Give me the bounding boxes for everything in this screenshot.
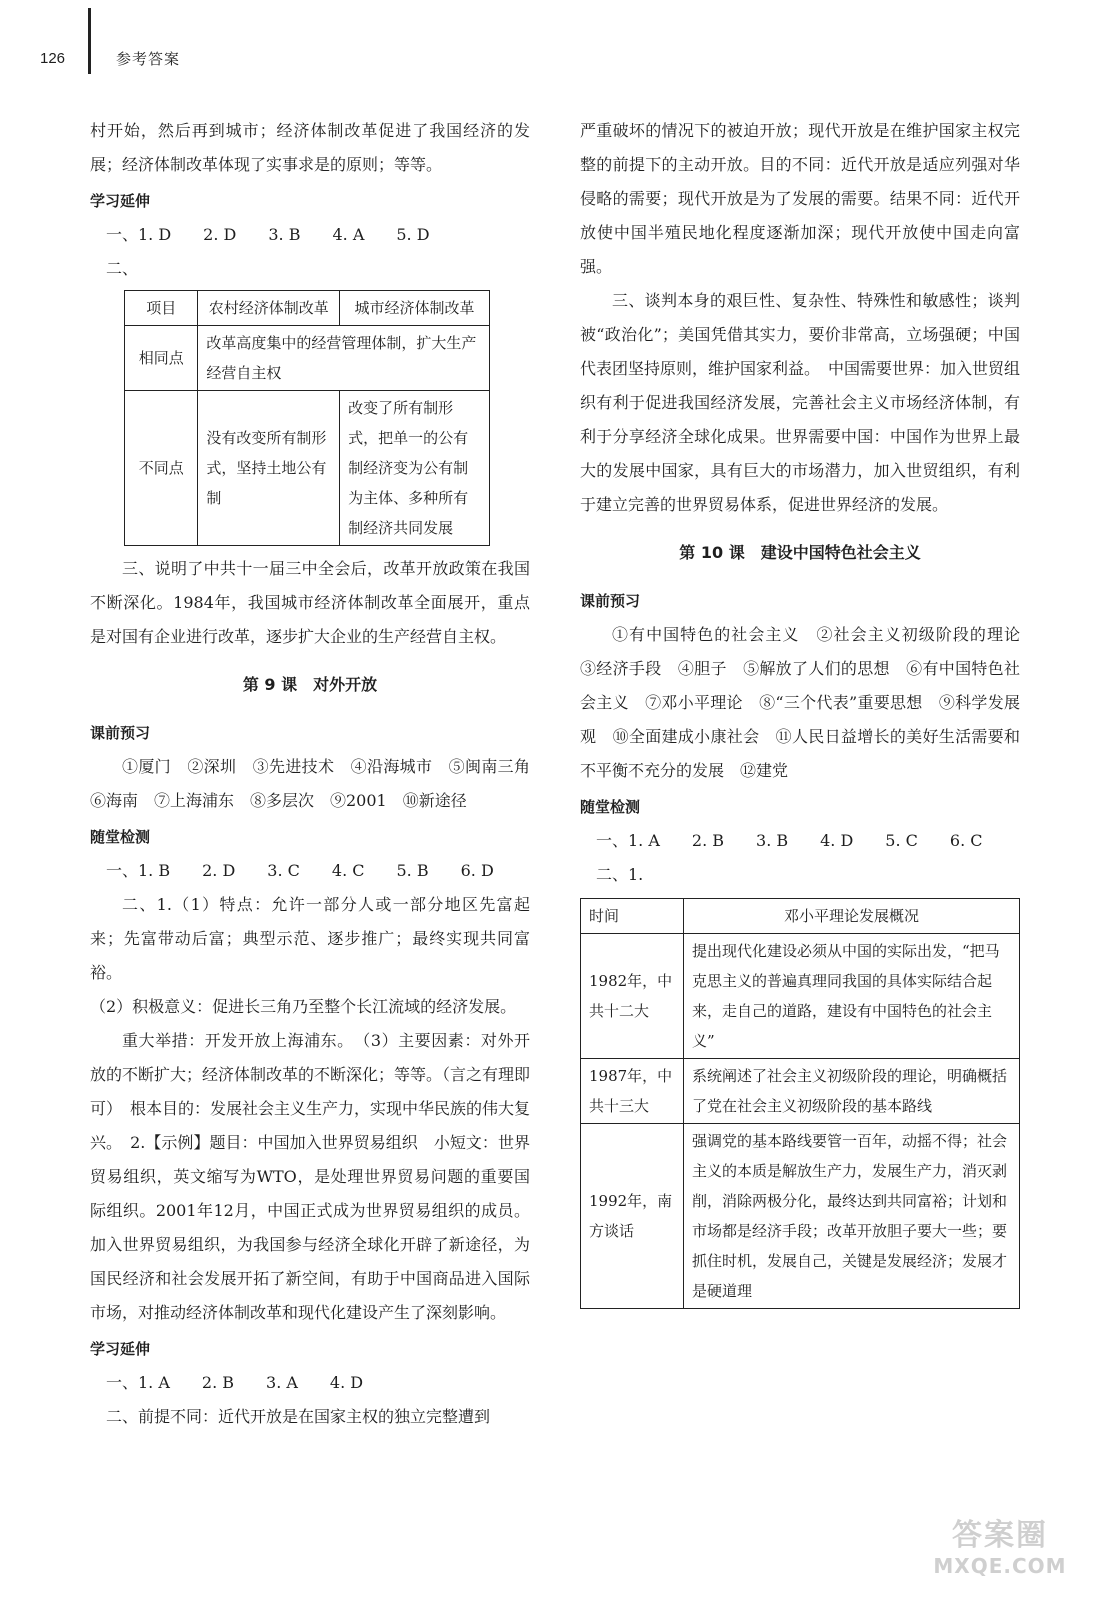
reform-comparison-table [124, 290, 490, 546]
table-cell: 不同点 [125, 391, 198, 546]
section-heading: 学习延伸 [90, 192, 151, 210]
paragraph: 村开始，然后再到城市；经济体制改革促进了我国经济的发展；经济体制改革体现了实事求是的原则；等等。 [90, 121, 530, 174]
answer-label: 二、1. [596, 865, 644, 884]
page-number: 126 [40, 50, 66, 67]
table-header-cell: 时间 [581, 899, 684, 934]
answer-label: 二、 [106, 259, 139, 278]
paragraph: ①有中国特色的社会主义 ②社会主义初级阶段的理论 ③经济手段 ④胆子 ⑤解放了人们的思想 ⑥有中国特色社会主义 ⑦邓小平理论 ⑧“三个代表”重要思想 ⑨科学发展观 ⑩全面建成小康社会 ⑪人民日益增长的美好生活需要和不平衡不充分的发展 ⑫建党 [580, 625, 1037, 780]
page-header [0, 0, 1101, 80]
table-row [581, 1059, 1020, 1124]
paragraph: 三、谈判本身的艰巨性、复杂性、特殊性和敏感性；谈判被“政治化”；美国凭借其实力，要价非常高，立场强硬；中国代表团坚持原则，维护国家利益。 中国需要世界：加入世贸组织有利于促进我国经济发展，完善社会主义市场经济体制，有利于分享经济全球化成果。世界需要中国：中国作为世界上最大的发展中国家，具有巨大的市场潜力，加入世贸组织，有利于建立完善的世界贸易体系，促进世界经济的发展。 [580, 291, 1021, 514]
table-cell: 相同点 [125, 326, 198, 391]
table-cell: 1987年，中共十三大 [581, 1059, 684, 1124]
answer-line: 一、1. B 2. D 3. C 4. C 5. B 6. D [106, 861, 494, 880]
answer-line: 一、1. A 2. B 3. A 4. D [106, 1373, 364, 1392]
answer-line: 一、1. A 2. B 3. B 4. D 5. C 6. C [596, 831, 983, 850]
table-cell: 1982年，中共十二大 [581, 934, 684, 1059]
paragraph: 重大举措：开发开放上海浦东。 （3）主要因素：对外开放的不断扩大；经济体制改革的不断深化；等等。（言之有理即可） 根本目的：发展社会主义生产力，实现中华民族的伟大复兴。 2.【示例】题目：中国加入世界贸易组织 小短文：世界贸易组织，英文缩写为WTO，是处理世界贸易问题的重要国际组织。2001年12月，中国正式成为世界贸易组织的成员。加入世界贸易组织，为我国参与经济全球化开辟了新途径，为国民经济和社会发展开拓了新空间，有助于中国商品进入国际市场，对推动经济体制改革和现代化建设产生了深刻影响。 [90, 1031, 531, 1322]
paragraph: 三、说明了中共十一届三中全会后，改革开放政策在我国不断深化。1984年，我国城市经济体制改革全面展开，重点是对国有企业进行改革，逐步扩大企业的生产经营自主权。 [90, 559, 530, 646]
lesson-title: 第 10 课 建设中国特色社会主义 [679, 543, 921, 562]
header-title: 参考答案 [116, 50, 181, 68]
paragraph: 二、1.（1）特点：允许一部分人或一部分地区先富起来；先富带动后富；典型示范、逐步推广；最终实现共同富裕。 [90, 895, 530, 982]
table-cell: 1992年，南方谈话 [581, 1124, 684, 1309]
table-cell: 改革高度集中的经营管理体制，扩大生产经营自主权 [198, 326, 490, 391]
answer-line: 一、1. D 2. D 3. B 4. A 5. D [106, 225, 430, 244]
table-header-cell: 邓小平理论发展概况 [684, 899, 1020, 934]
table-header-cell: 农村经济体制改革 [198, 291, 340, 326]
watermark-url: MXQE.COM [933, 1554, 1067, 1578]
table-header-cell: 项目 [125, 291, 198, 326]
section-heading: 随堂检测 [90, 828, 151, 846]
section-heading: 课前预习 [90, 724, 151, 742]
lesson-title: 第 9 课 对外开放 [242, 675, 378, 694]
deng-theory-table [580, 898, 1020, 1309]
paragraph: 严重破坏的情况下的被迫开放；现代开放是在维护国家主权完整的前提下的主动开放。目的不同：近代开放是适应列强对华侵略的需要；现代开放是为了发展的需要。结果不同：近代开放使中国半殖民地化程度逐渐加深；现代开放使中国走向富强。 [580, 121, 1020, 276]
table-cell: 系统阐述了社会主义初级阶段的理论，明确概括了党在社会主义初级阶段的基本路线 [684, 1059, 1020, 1124]
paragraph: 二、前提不同：近代开放是在国家主权的独立完整遭到 [106, 1407, 491, 1426]
watermark [925, 1510, 1075, 1590]
table-row [125, 326, 490, 391]
header-divider [88, 8, 91, 74]
table-row [581, 934, 1020, 1059]
table-row [125, 391, 490, 546]
table-cell: 强调党的基本路线要管一百年，动摇不得；社会主义的本质是解放生产力，发展生产力，消灭剥削，消除两极分化，最终达到共同富裕；计划和市场都是经济手段；改革开放胆子要大一些；要抓住时机，发展自己，关键是发展经济；发展才是硬道理 [684, 1124, 1020, 1309]
watermark-text: 答案圈 [952, 1518, 1048, 1553]
paragraph: （2）积极意义：促进长三角乃至整个长江流域的经济发展。 [90, 997, 517, 1016]
table-row [581, 1124, 1020, 1309]
table-cell: 改变了所有制形式，把单一的公有制经济变为公有制为主体、多种所有制经济共同发展 [340, 391, 490, 546]
section-heading: 学习延伸 [90, 1340, 151, 1358]
table-cell: 提出现代化建设必须从中国的实际出发，“把马克思主义的普遍真理同我国的具体实际结合起来，走自己的道路，建设有中国特色的社会主义” [684, 934, 1020, 1059]
table-header-cell: 城市经济体制改革 [340, 291, 490, 326]
section-heading: 随堂检测 [580, 798, 641, 816]
table-header-row [581, 899, 1020, 934]
table-header-row [125, 291, 490, 326]
section-heading: 课前预习 [580, 592, 641, 610]
left-column [90, 114, 547, 1434]
right-column [580, 114, 1037, 1309]
table-cell: 没有改变所有制形式，坚持土地公有制 [198, 391, 340, 546]
paragraph: ①厦门 ②深圳 ③先进技术 ④沿海城市 ⑤闽南三角 ⑥海南 ⑦上海浦东 ⑧多层次 ⑨2001 ⑩新途径 [90, 757, 547, 810]
